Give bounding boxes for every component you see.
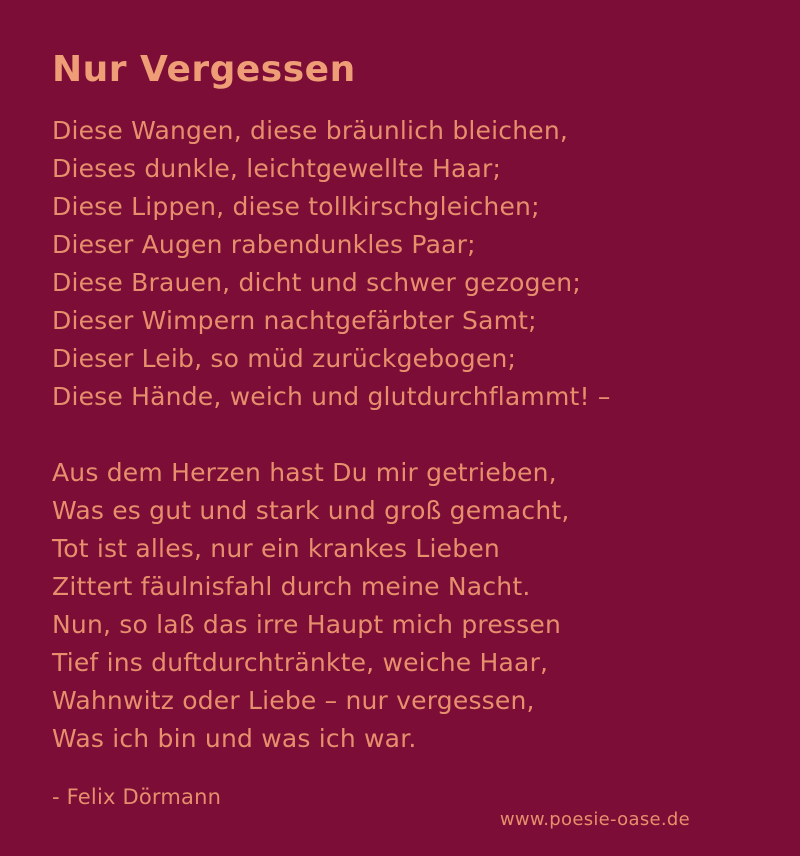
poem-line: Diese Lippen, diese tollkirschgleichen; (52, 192, 540, 221)
poem-line: Diese Hände, weich und glutdurchflammt! – (52, 382, 611, 411)
poem-line: Was es gut und stark und groß gemacht, (52, 496, 570, 525)
poem-line: Dieser Wimpern nachtgefärbter Samt; (52, 306, 537, 335)
poem-line: Wahnwitz oder Liebe – nur vergessen, (52, 686, 535, 715)
poem-line: Was ich bin und was ich war. (52, 724, 417, 753)
poem-title: Nur Vergessen (52, 49, 356, 90)
poem-line: Diese Wangen, diese bräunlich bleichen, (52, 116, 569, 145)
site-watermark: www.poesie-oase.de (499, 809, 690, 830)
stanza-2 (52, 454, 760, 758)
poem-line: Diese Brauen, dicht und schwer gezogen; (52, 268, 581, 297)
poem-line: Dieses dunkle, leichtgewellte Haar; (52, 154, 502, 183)
poem-line: Aus dem Herzen hast Du mir getrieben, (52, 458, 557, 487)
poem-line: Dieser Augen rabendunkles Paar; (52, 230, 476, 259)
poem-line: Tief ins duftdurchtränkte, weiche Haar, (52, 648, 549, 677)
poem-line: Nun, so laß das irre Haupt mich pressen (52, 610, 561, 639)
poem-line: Tot ist alles, nur ein krankes Lieben (52, 534, 500, 563)
poem-page (52, 50, 760, 812)
poem-author: - Felix Dörmann (52, 785, 222, 809)
poem-line: Zittert fäulnisfahl durch meine Nacht. (52, 572, 531, 601)
stanza-1 (52, 112, 760, 416)
poem-line: Dieser Leib, so müd zurückgebogen; (52, 344, 517, 373)
poem-body (52, 112, 760, 758)
